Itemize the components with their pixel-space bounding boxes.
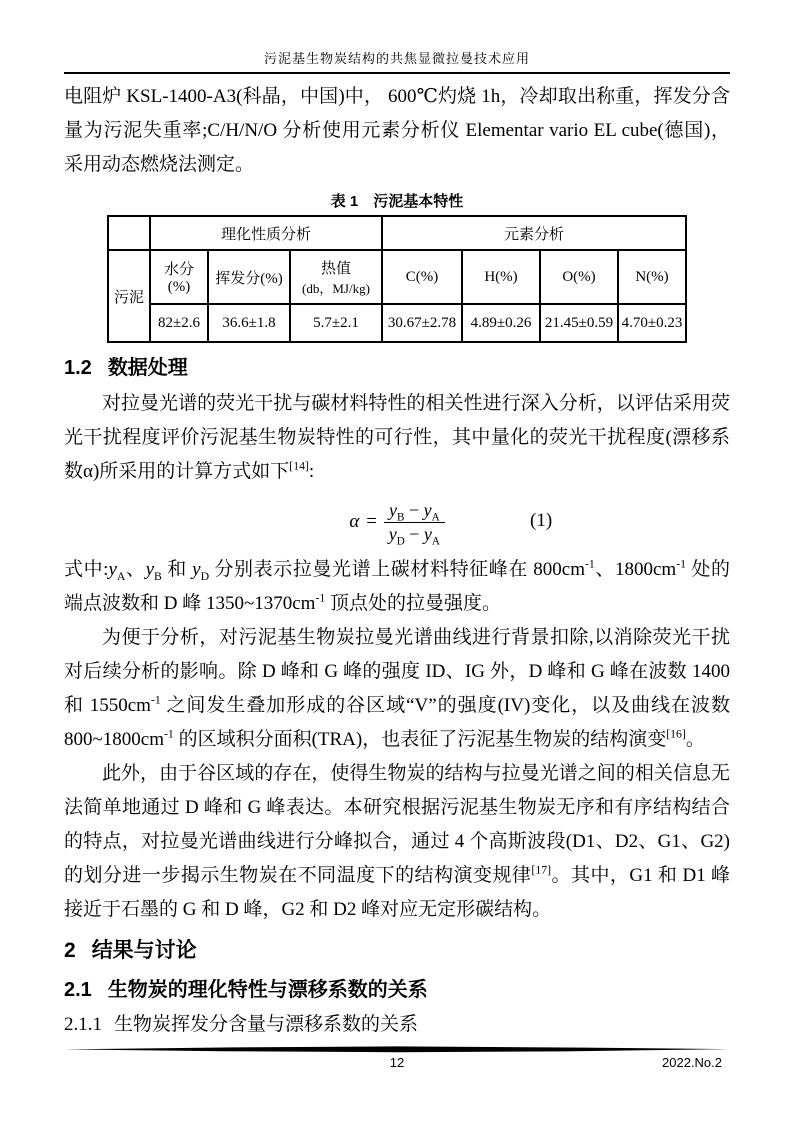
running-title: 污泥基生物炭结构的共焦显微拉曼技术应用 bbox=[263, 51, 530, 66]
table-sludge-basic-properties bbox=[107, 215, 687, 343]
page-footer bbox=[64, 1046, 730, 1073]
heading-number: 2.1.1 bbox=[64, 1014, 102, 1035]
footer-row bbox=[64, 1055, 730, 1073]
table-value-volatile: 36.6±1.8 bbox=[208, 304, 290, 342]
table-col-header-moisture: 水分(%) bbox=[150, 250, 208, 304]
heading-number: 2.1 bbox=[64, 979, 92, 1001]
heading-section-2-1 bbox=[64, 977, 730, 1003]
table-col-header-oxygen: O(%) bbox=[540, 250, 618, 304]
table-value-carbon: 30.67±2.78 bbox=[382, 304, 462, 342]
heading-title: 结果与讨论 bbox=[91, 939, 197, 962]
table-col-header-volatile: 挥发分(%) bbox=[208, 250, 290, 304]
table-col-header-nitrogen: N(%) bbox=[618, 250, 686, 304]
formula-denominator: $y_D - y_A$ bbox=[388, 523, 440, 548]
page-header bbox=[64, 0, 730, 74]
table-value-nitrogen: 4.70±0.23 bbox=[618, 304, 686, 342]
footer-tapered-rule bbox=[64, 1046, 730, 1053]
table-col-header-hydrogen: H(%) bbox=[462, 250, 540, 304]
formula-alpha-symbol: α bbox=[349, 511, 360, 532]
heading-title: 数据处理 bbox=[107, 357, 188, 379]
table-col-header-heating-value: 热值 (db，MJ/kg) bbox=[290, 250, 382, 304]
header-rule bbox=[64, 72, 730, 74]
formula-fraction bbox=[384, 499, 445, 548]
table-group-header-physchem: 理化性质分析 bbox=[150, 216, 382, 250]
heading-section-2-1-1 bbox=[64, 1013, 730, 1037]
table-value-hydrogen: 4.89±0.26 bbox=[462, 304, 540, 342]
paragraph-background-subtraction: 为便于分析，对污泥基生物炭拉曼光谱曲线进行背景扣除,以消除荧光干扰对后续分析的影响。除 D 峰和 G 峰的强度 ID、IG 外，D 峰和 G 峰在波数 1400 和 $1550cm^{-1}$ 之间发生叠加形成的谷区域“V”的强度(IV)变化，以及曲线在波数 $800\sim 1800cm^{-1}$ 的区域积分面积(TRA)，也表征了污泥基生物炭的结构演变[16]。 bbox=[64, 627, 730, 750]
table-caption-title: 污泥基本特性 bbox=[373, 193, 464, 210]
table-caption-label: 表 1 bbox=[330, 193, 359, 210]
heading-section-1-2 bbox=[64, 355, 730, 381]
table-row-header-sludge: 污泥 bbox=[108, 250, 150, 342]
table-value-moisture: 82±2.6 bbox=[150, 304, 208, 342]
heading-number: 1.2 bbox=[64, 357, 92, 379]
paragraph-valley-region: 此外，由于谷区域的存在，使得生物炭的结构与拉曼光谱之间的相关信息无法简单地通过 D 峰和 G 峰表达。本研究根据污泥基生物炭无序和有序结构结合的特点，对拉曼光谱曲线进行分峰拟合，通过 4 个高斯波段(D1、D2、G1、G2)的划分进一步揭示生物炭在不同温度下的结构演变规律[17]。其中，G1 和 D1 峰接近于石墨的 G 和 D 峰，G2 和 D2 峰对应无定形碳结构。 bbox=[64, 763, 730, 920]
table-col-header-heating-value-unit: (db，MJ/kg) bbox=[302, 281, 370, 296]
table-col-header-carbon: C(%) bbox=[382, 250, 462, 304]
formula-drift-coefficient bbox=[64, 495, 730, 549]
heading-section-2 bbox=[64, 937, 730, 965]
page-number: 12 bbox=[389, 1055, 405, 1070]
formula-equals-sign: = bbox=[366, 511, 378, 532]
page-body bbox=[64, 80, 730, 1037]
table-caption bbox=[64, 190, 730, 211]
table-value-heating-value: 5.7±2.1 bbox=[290, 304, 382, 342]
paragraph-formula-definition: 式中$:y_A$、$y_B$ 和 $y_D$ 分别表示拉曼光谱上碳材料特征峰在 $800cm^{-1}$、$1800cm^{-1}$ 处的端点波数和 D 峰 $1350\sim 1370cm^{-1}$ 顶点处的拉曼强度。 bbox=[64, 557, 730, 614]
formula-equation-number: (1) bbox=[530, 510, 553, 531]
heading-title: 生物炭挥发分含量与漂移系数的关系 bbox=[114, 1014, 419, 1035]
table-group-header-elemental: 元素分析 bbox=[382, 216, 686, 250]
formula-numerator: $y_B - y_A$ bbox=[384, 500, 445, 523]
paragraph-fluorescence-analysis: 对拉曼光谱的荧光干扰与碳材料特性的相关性进行深入分析，以评估采用荧光干扰程度评价污泥基生物炭特性的可行性，其中量化的荧光干扰程度(漂移系数α)所采用的计算方式如下[14]: bbox=[64, 393, 730, 482]
table-corner-cell bbox=[108, 216, 150, 250]
heading-title: 生物炭的理化特性与漂移系数的关系 bbox=[107, 979, 428, 1001]
table-value-oxygen: 21.45±0.59 bbox=[540, 304, 618, 342]
paragraph-methods: 电阻炉 KSL-1400-A3(科晶，中国)中， 600℃灼烧 1h，冷却取出称重，挥发分含量为污泥失重率;C/H/N/O 分析使用元素分析仪 Elementar vario EL cube(德国)，采用动态燃烧法测定。 bbox=[64, 86, 730, 175]
heading-number: 2 bbox=[64, 939, 76, 962]
issue-label: 2022.No.2 bbox=[662, 1055, 722, 1070]
